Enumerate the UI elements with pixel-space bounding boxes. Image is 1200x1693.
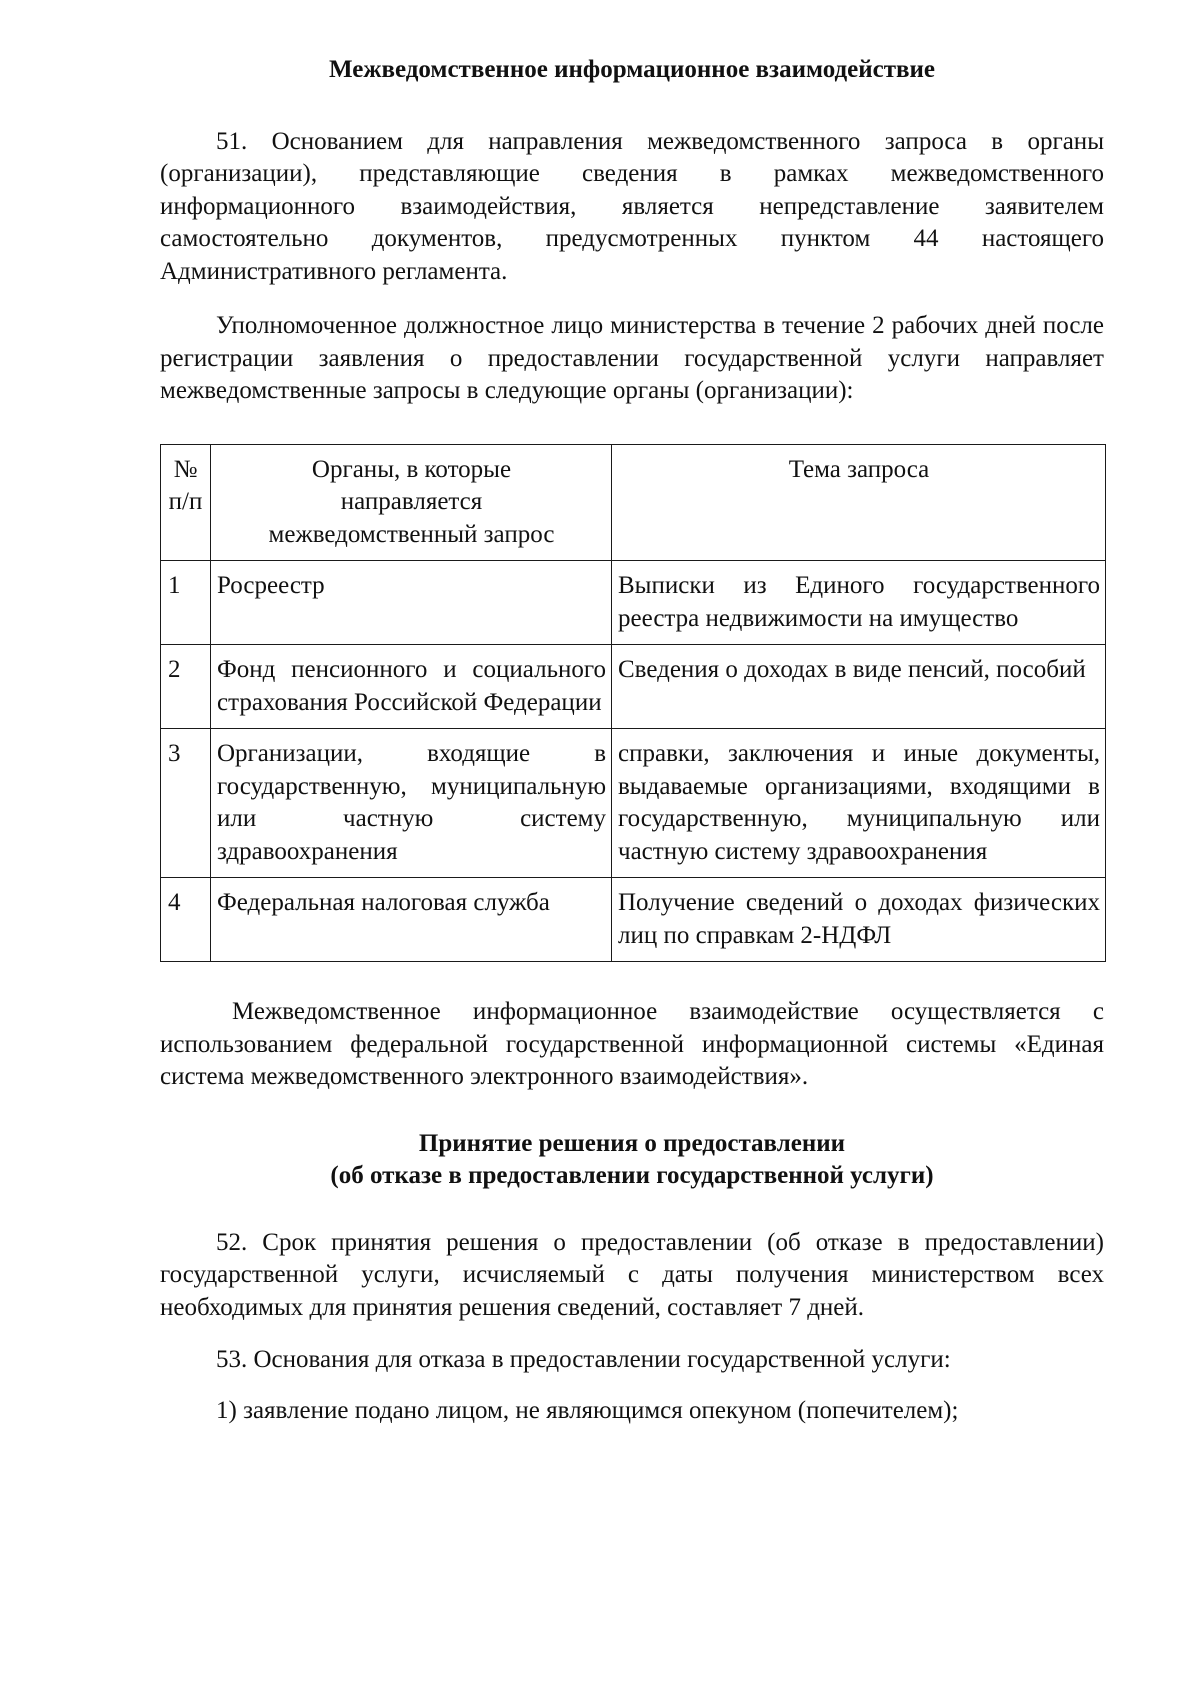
table-header-row <box>161 444 1106 561</box>
row-num: 3 <box>161 729 211 878</box>
row-topic: Сведения о доходах в виде пенсий, пособий <box>612 645 1106 729</box>
section-heading-interagency: Межведомственное информационное взаимодействие <box>329 56 935 83</box>
header-org <box>211 444 612 561</box>
row-topic: Выписки из Единого государственного реестра недвижимости на имущество <box>612 561 1106 645</box>
row-num: 2 <box>161 645 211 729</box>
paragraph-51: 51. Основанием для направления межведомственного запроса в органы (организации), представляющие сведения в рамках межведомственного информационного взаимодействия, является непредставление заявителем самостоятельно документов, предусмотренных пунктом 44 настоящего Административного регламента. <box>160 127 1104 285</box>
row-org: Организации, входящие в государственную, муниципальную или частную систему здравоохранения <box>211 729 612 878</box>
row-org: Федеральная налоговая служба <box>211 878 612 962</box>
row-num: 4 <box>161 878 211 962</box>
table-row <box>161 561 1106 645</box>
row-topic: справки, заключения и иные документы, выдаваемые организациями, входящими в государственную, муниципальную или частную систему здравоохранения <box>612 729 1106 878</box>
table-row <box>161 645 1106 729</box>
row-topic: Получение сведений о доходах физических лиц по справкам 2-НДФЛ <box>612 878 1106 962</box>
interagency-requests-table <box>160 444 1106 963</box>
list-item-1: 1) заявление подано лицом, не являющимся опекуном (попечителем); <box>216 1396 959 1424</box>
document-page <box>160 54 1104 1427</box>
paragraph-52: 52. Срок принятия решения о предоставлении (об отказе в предоставлении) государственной услуги, исчисляемый с даты получения министерством всех необходимых для принятия решения сведений, составляет 7 дней. <box>160 1228 1104 1321</box>
header-topic: Тема запроса <box>612 444 1106 561</box>
row-org: Фонд пенсионного и социального страхования Российской Федерации <box>211 645 612 729</box>
table-row <box>161 878 1106 962</box>
header-num: № п/п <box>161 444 211 561</box>
paragraph-smev: Межведомственное информационное взаимодействие осуществляется с использованием федеральной государственной информационной системы «Единая система межведомственного электронного взаимодействия». <box>160 998 1104 1090</box>
row-num: 1 <box>161 561 211 645</box>
row-org: Росреестр <box>211 561 612 645</box>
section-heading-decision-line2: (об отказе в предоставлении государственной услуги) <box>330 1162 934 1189</box>
section-heading-decision-line1: Принятие решения о предоставлении <box>418 1129 846 1157</box>
table-row <box>161 729 1106 878</box>
paragraph-53: 53. Основания для отказа в предоставлении государственной услуги: <box>216 1346 951 1373</box>
section-heading-decision <box>160 1128 1104 1193</box>
paragraph-authorized-official: Уполномоченное должностное лицо министерства в течение 2 рабочих дней после регистрации заявления о предоставлении государственной услуги направляет межведомственные запросы в следующие органы (организации): <box>160 312 1104 404</box>
header-org-text: Органы, в которые направляется межведомственный запрос <box>268 455 555 548</box>
